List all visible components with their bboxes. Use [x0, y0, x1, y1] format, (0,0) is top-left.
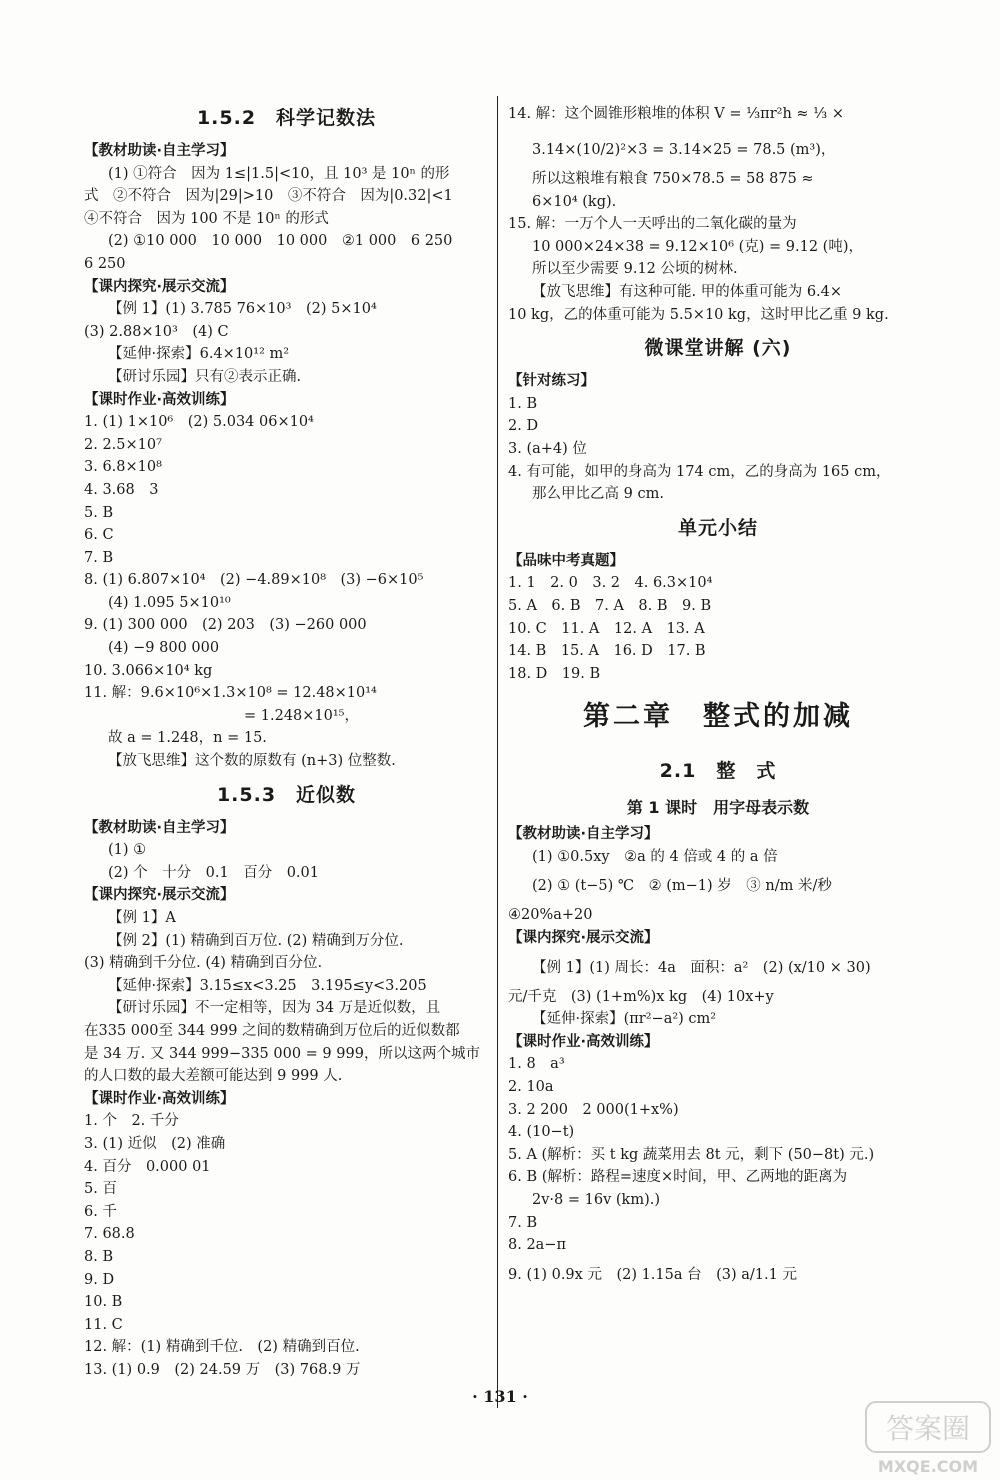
subsection-label: 【课时作业·高效训练】	[84, 1090, 235, 1107]
text-line: 6 250	[84, 255, 126, 272]
text-line: 3. 2 200 2 000(1+x%)	[508, 1101, 679, 1118]
section-title: 1.5.2 科学记数法	[196, 107, 377, 129]
subsection-label: 【课内探究·展示交流】	[84, 887, 235, 904]
text-line: 6×10⁴ (kg).	[532, 193, 617, 210]
text-line: 【例 2】(1) 精确到百万位. (2) 精确到万分位.	[108, 932, 404, 949]
text-line: (2) ①10 000 10 000 10 000 ②1 000 6 250	[108, 233, 453, 250]
text-line: 1. (1) 1×10⁶ (2) 5.034 06×10⁴	[84, 414, 314, 431]
text-line: 3. (a+4) 位	[508, 440, 587, 457]
text-line: 所以至少需要 9.12 公顷的树林.	[532, 261, 738, 278]
text-line: 9. (1) 300 000 (2) 203 (3) −260 000	[84, 617, 367, 634]
text-line: 9. (1) 0.9x 元 (2) 1.15a 台 (3) a/1.1 元	[508, 1266, 797, 1283]
text-line: 10 000×24×38 = 9.12×10⁶ (克) = 9.12 (吨)，	[532, 238, 864, 255]
text-line: 故 a = 1.248，n = 15.	[108, 730, 267, 747]
text-line: 14. B 15. A 16. D 17. B	[508, 643, 706, 660]
left-column	[84, 96, 489, 1381]
text-line: 11. 解：9.6×10⁶×1.3×10⁸ = 12.48×10¹⁴	[84, 685, 377, 702]
text-line: 5. A 6. B 7. A 8. B 9. B	[508, 597, 712, 614]
text-line: = 1.248×10¹⁵，	[244, 707, 359, 724]
text-line: 8. (1) 6.807×10⁴ (2) −4.89×10⁸ (3) −6×10⁵	[84, 572, 424, 589]
text-line: 【延伸·探索】(πr²−a²) cm²	[532, 1011, 717, 1028]
text-line: 6. B (解析：路程=速度×时间，甲、乙两地的距离为	[508, 1169, 848, 1186]
text-line: 5. 百	[84, 1181, 117, 1198]
section-title: 单元小结	[677, 516, 758, 539]
text-line: 4. 百分 0.000 01	[84, 1158, 211, 1175]
chapter-title: 第二章 整式的加减	[583, 701, 853, 733]
text-line: 元/千克 (3) (1+m%)x kg (4) 10x+y	[508, 988, 774, 1005]
text-line: 15. 解：一万个人一天呼出的二氧化碳的量为	[508, 216, 797, 233]
text-line: 10. B	[84, 1294, 123, 1311]
text-line: 的人口数的最大差额可能达到 9 999 人.	[84, 1068, 343, 1085]
text-line: (1) ①0.5xy ②a 的 4 倍或 4 的 a 倍	[532, 848, 778, 865]
subsection-label: 【课内探究·展示交流】	[84, 278, 235, 295]
text-line: ④不符合 因为 100 不是 10ⁿ 的形式	[84, 210, 329, 227]
watermark-bottom: MXQE.COM	[877, 1457, 979, 1476]
text-line: 1. B	[508, 395, 538, 412]
text-line: 3. 6.8×10⁸	[84, 459, 162, 476]
lesson-title: 第 1 课时 用字母表示数	[626, 798, 810, 818]
text-line: 6. C	[84, 527, 114, 544]
text-line: 2. D	[508, 418, 539, 435]
watermark-top: 答案圈	[885, 1412, 971, 1445]
text-line: 1. 个 2. 千分	[84, 1113, 179, 1130]
subsection-label: 【课时作业·高效训练】	[84, 391, 235, 408]
text-line: 6. 千	[84, 1203, 117, 1220]
text-line: 【例 1】(1) 周长：4a 面积：a² (2) (x/10 × 30)	[532, 959, 871, 976]
text-line: 7. 68.8	[84, 1226, 135, 1243]
text-line: 2. 10a	[508, 1079, 554, 1096]
text-line: (1) ①符合 因为 1≤|1.5|<10，且 10³ 是 10ⁿ 的形	[108, 165, 450, 182]
subsection-label: 【品味中考真题】	[508, 552, 624, 569]
text-line: (4) −9 800 000	[108, 640, 220, 657]
section-title: 微课堂讲解 (六)	[644, 337, 792, 360]
text-line: (3) 精确到千分位. (4) 精确到百分位.	[84, 955, 323, 972]
text-line: 4. 3.68 3	[84, 481, 159, 498]
text-line: 【研讨乐园】不一定相等，因为 34 万是近似数，且	[108, 1000, 441, 1017]
text-line: 是 34 万. 又 344 999−335 000 = 9 999，所以这两个城市	[84, 1045, 480, 1062]
text-line: 5. B	[84, 504, 114, 521]
text-line: 4. (10−t)	[508, 1124, 575, 1141]
subsection-label: 【课时作业·高效训练】	[508, 1033, 659, 1050]
text-line: (4) 1.095 5×10¹⁰	[108, 594, 231, 611]
text-line: 在335 000至 344 999 之间的数精确到万位后的近似数都	[84, 1022, 460, 1039]
text-line: 8. 2a−π	[508, 1237, 566, 1254]
text-line: (1) ①	[108, 842, 147, 859]
text-line: (2) ① (t−5) ℃ ② (m−1) 岁 ③ n/m 米/秒	[532, 878, 832, 895]
text-line: 14. 解：这个圆锥形粮堆的体积 V = ⅓πr²h ≈ ⅓ ×	[508, 106, 844, 122]
text-line: 【例 1】A	[108, 910, 176, 926]
text-line: 10. C 11. A 12. A 13. A	[508, 620, 705, 637]
subsection-label: 【针对练习】	[508, 373, 595, 390]
text-line: 式 ②不符合 因为|29|>10 ③不符合 因为|0.32|<1	[84, 188, 453, 205]
text-line: 11. C	[84, 1316, 123, 1333]
text-line: 1. 1 2. 0 3. 2 4. 6.3×10⁴	[508, 575, 713, 592]
text-line: 【研讨乐园】只有②表示正确.	[108, 368, 302, 385]
subsection-label: 【教材助读·自主学习】	[84, 819, 235, 836]
page-number: · 131 ·	[472, 1387, 528, 1406]
text-line: 13. (1) 0.9 (2) 24.59 万 (3) 768.9 万	[84, 1361, 361, 1378]
text-line: 4. 有可能，如甲的身高为 174 cm，乙的身高为 165 cm，	[508, 463, 891, 480]
text-line: 2v·8 = 16v (km).)	[532, 1192, 660, 1208]
text-line: 12. 解：(1) 精确到千位. (2) 精确到百位.	[84, 1339, 360, 1356]
section-title: 2.1 整 式	[659, 760, 777, 783]
text-line: (3) 2.88×10³ (4) C	[84, 323, 229, 340]
text-line: 8. B	[84, 1248, 114, 1265]
text-line: 【延伸·探索】6.4×10¹² m²	[108, 346, 290, 363]
text-line: 【延伸·探索】3.15≤x<3.25 3.195≤y<3.205	[108, 977, 427, 994]
text-line: 【例 1】(1) 3.785 76×10³ (2) 5×10⁴	[108, 301, 377, 318]
text-line: 【放飞思维】有这种可能. 甲的体重可能为 6.4×	[532, 283, 843, 300]
subsection-label: 【教材助读·自主学习】	[508, 826, 659, 843]
text-line: 7. B	[508, 1214, 538, 1231]
text-line: 10. 3.066×10⁴ kg	[84, 662, 213, 679]
subsection-label: 【教材助读·自主学习】	[84, 143, 235, 159]
text-line: 【放飞思维】这个数的原数有 (n+3) 位整数.	[108, 753, 396, 770]
subsection-label: 【课内探究·展示交流】	[508, 930, 659, 947]
section-title: 1.5.3 近似数	[216, 783, 357, 806]
text-line: 1. 8 a³	[508, 1056, 565, 1073]
text-line: 5. A (解析：买 t kg 蔬菜用去 8t 元，剩下 (50−8t) 元.)	[508, 1146, 875, 1163]
text-line: 9. D	[84, 1271, 115, 1288]
right-column	[508, 96, 928, 1293]
text-line: 2. 2.5×10⁷	[84, 436, 162, 453]
text-line: 3.14×(10/2)²×3 = 3.14×25 = 78.5 (m³)，	[532, 142, 836, 158]
watermark-logo	[864, 1400, 992, 1478]
text-line: 7. B	[84, 549, 114, 566]
text-line: 所以这粮堆有粮食 750×78.5 = 58 875 ≈	[532, 171, 814, 187]
text-line: ④20%a+20	[508, 907, 593, 924]
text-line: 10 kg，乙的体重可能为 5.5×10 kg，这时甲比乙重 9 kg.	[508, 306, 889, 323]
text-line: 3. (1) 近似 (2) 准确	[84, 1135, 226, 1152]
text-line: (2) 个 十分 0.1 百分 0.01	[108, 864, 319, 881]
text-line: 那么甲比乙高 9 cm.	[532, 486, 664, 503]
column-divider	[497, 96, 498, 1408]
text-line: 18. D 19. B	[508, 665, 601, 682]
